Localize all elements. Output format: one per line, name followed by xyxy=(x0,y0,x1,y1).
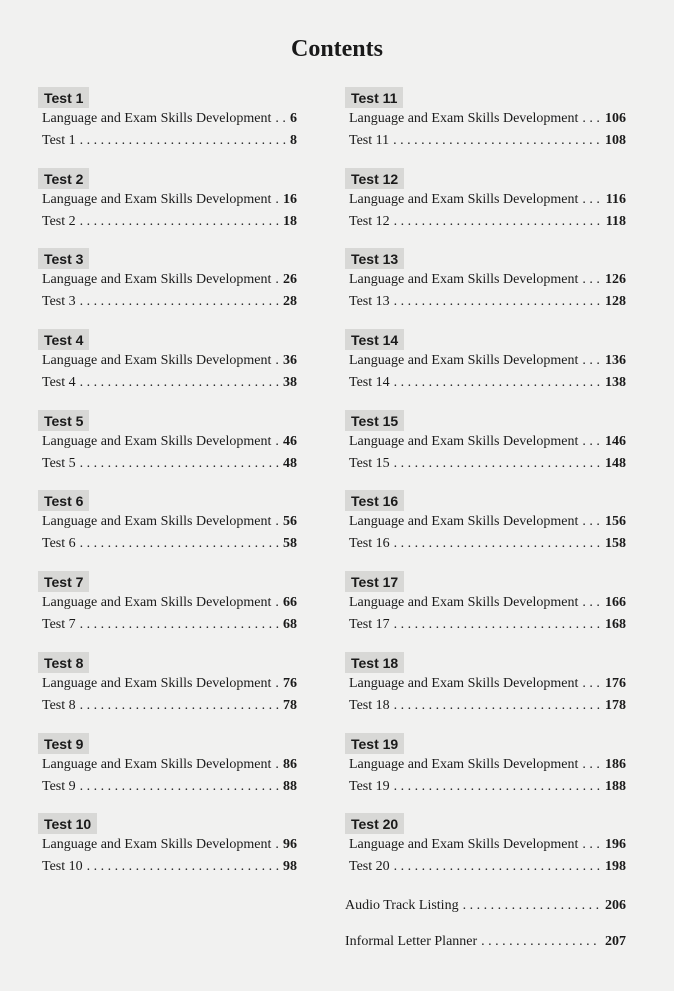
page-number: 188 xyxy=(605,778,626,794)
test-section xyxy=(38,87,297,168)
toc-entry-test[interactable] xyxy=(345,614,626,636)
entry-label: Test 18 xyxy=(349,697,390,713)
test-heading: Test 13 xyxy=(345,248,404,269)
dot-leader xyxy=(275,108,286,130)
entry-label: Language and Exam Skills Development xyxy=(42,353,272,369)
entry-label: Language and Exam Skills Development xyxy=(349,837,579,853)
page-number: 156 xyxy=(605,514,626,530)
toc-entry-test[interactable] xyxy=(345,372,626,394)
page-number: 68 xyxy=(283,617,297,633)
test-section xyxy=(345,168,626,249)
entry-label: Test 1 xyxy=(42,133,76,148)
toc-entry-skills[interactable] xyxy=(38,592,297,614)
test-heading: Test 17 xyxy=(345,571,404,592)
dot-leader xyxy=(275,673,279,695)
test-heading: Test 20 xyxy=(345,813,404,834)
test-section xyxy=(38,490,297,571)
toc-entry-test[interactable] xyxy=(345,211,626,233)
test-section xyxy=(345,652,626,733)
test-heading: Test 6 xyxy=(38,490,89,511)
entry-label: Test 13 xyxy=(349,294,390,310)
test-heading: Test 15 xyxy=(345,410,404,431)
toc-entry-skills[interactable] xyxy=(38,189,297,211)
dot-leader xyxy=(582,834,601,856)
toc-entry-test[interactable] xyxy=(38,130,297,152)
test-section xyxy=(345,490,626,571)
entry-label: Informal Letter Planner xyxy=(345,934,478,949)
test-heading: Test 10 xyxy=(38,813,97,834)
page-number: 28 xyxy=(283,294,297,310)
dot-leader xyxy=(275,431,279,453)
test-section xyxy=(345,571,626,652)
dot-leader xyxy=(80,372,279,394)
test-section xyxy=(38,733,297,814)
test-section xyxy=(38,410,297,491)
dot-leader xyxy=(80,533,279,555)
entry-label: Test 7 xyxy=(42,617,76,633)
test-section xyxy=(38,248,297,329)
page-number: 126 xyxy=(605,272,626,288)
dot-leader xyxy=(80,130,286,152)
dot-leader xyxy=(582,189,601,211)
test-heading: Test 4 xyxy=(38,329,89,350)
page-number: 96 xyxy=(283,837,297,853)
entry-label: Test 4 xyxy=(42,375,76,391)
test-heading: Test 19 xyxy=(345,733,404,754)
page-number: 6 xyxy=(290,111,297,126)
dot-leader xyxy=(582,754,601,776)
toc-entry-test[interactable] xyxy=(345,776,626,798)
toc-entry-test[interactable] xyxy=(345,130,626,152)
toc-entry-skills[interactable] xyxy=(345,592,626,614)
toc-entry-skills[interactable] xyxy=(345,269,626,291)
entry-label: Language and Exam Skills Development xyxy=(349,353,579,369)
entry-label: Test 12 xyxy=(349,213,390,229)
page-number: 146 xyxy=(605,433,626,449)
toc-entry-skills[interactable] xyxy=(345,754,626,776)
dot-leader xyxy=(394,614,601,636)
entry-label: Test 11 xyxy=(349,133,390,148)
dot-leader xyxy=(275,511,279,533)
page-number: 166 xyxy=(605,595,626,611)
entry-label: Language and Exam Skills Development xyxy=(42,675,272,691)
dot-leader xyxy=(582,673,601,695)
page-number: 196 xyxy=(605,837,626,853)
test-section xyxy=(345,248,626,329)
entry-label: Language and Exam Skills Development xyxy=(349,111,579,126)
test-section xyxy=(38,813,297,894)
test-section xyxy=(38,168,297,249)
test-heading: Test 16 xyxy=(345,490,404,511)
dot-leader xyxy=(582,108,601,130)
dot-leader xyxy=(394,291,601,313)
dot-leader xyxy=(393,130,601,152)
page-number: 138 xyxy=(605,375,626,391)
test-heading: Test 1 xyxy=(38,87,89,108)
dot-leader xyxy=(275,834,279,856)
entry-label: Test 3 xyxy=(42,294,76,310)
page-number: 78 xyxy=(283,697,297,713)
left-column xyxy=(38,87,297,894)
page-number: 178 xyxy=(605,697,626,713)
page-number: 8 xyxy=(290,133,297,148)
dot-leader xyxy=(394,372,601,394)
dot-leader xyxy=(80,614,279,636)
test-section xyxy=(345,329,626,410)
test-section xyxy=(38,329,297,410)
toc-entry-skills[interactable] xyxy=(38,673,297,695)
entry-label: Test 19 xyxy=(349,778,390,794)
entry-label: Test 17 xyxy=(349,617,390,633)
test-heading: Test 7 xyxy=(38,571,89,592)
entry-label: Language and Exam Skills Development xyxy=(42,272,272,288)
test-heading: Test 9 xyxy=(38,733,89,754)
page-number: 106 xyxy=(605,111,626,126)
page-number: 48 xyxy=(283,455,297,471)
toc-entry-skills[interactable] xyxy=(345,673,626,695)
test-section xyxy=(345,813,626,894)
toc-entry-skills[interactable] xyxy=(345,511,626,533)
toc-entry-informal-letter-planner[interactable] xyxy=(345,931,626,953)
entry-label: Language and Exam Skills Development xyxy=(42,191,272,207)
page-number: 88 xyxy=(283,778,297,794)
test-section xyxy=(345,733,626,814)
entry-label: Language and Exam Skills Development xyxy=(349,191,579,207)
toc-entry-skills[interactable] xyxy=(345,350,626,372)
entry-label: Language and Exam Skills Development xyxy=(349,675,579,691)
toc-entry-test[interactable] xyxy=(345,453,626,475)
entry-label: Language and Exam Skills Development xyxy=(42,433,272,449)
toc-entry-skills[interactable] xyxy=(345,834,626,856)
test-heading: Test 3 xyxy=(38,248,89,269)
page-number: 116 xyxy=(605,191,626,207)
entry-label: Language and Exam Skills Development xyxy=(42,111,272,126)
page-number: 168 xyxy=(605,617,626,633)
page-number: 86 xyxy=(283,756,297,772)
test-section xyxy=(38,652,297,733)
dot-leader xyxy=(394,856,601,878)
test-section xyxy=(38,571,297,652)
entry-label: Language and Exam Skills Development xyxy=(42,514,272,530)
test-section xyxy=(345,87,626,168)
dot-leader xyxy=(394,695,601,717)
dot-leader xyxy=(481,931,601,953)
entry-label: Language and Exam Skills Development xyxy=(42,837,272,853)
page-number: 176 xyxy=(605,675,626,691)
page-number: 128 xyxy=(605,294,626,310)
toc-entry-test[interactable] xyxy=(38,856,297,878)
test-heading: Test 8 xyxy=(38,652,89,673)
dot-leader xyxy=(87,856,279,878)
page-number: 56 xyxy=(283,514,297,530)
entry-label: Test 16 xyxy=(349,536,390,552)
dot-leader xyxy=(582,511,601,533)
toc-entry-test[interactable] xyxy=(38,776,297,798)
toc-entry-test[interactable] xyxy=(345,695,626,717)
page-number: 98 xyxy=(283,859,297,875)
dot-leader xyxy=(582,269,601,291)
entry-label: Language and Exam Skills Development xyxy=(42,756,272,772)
toc-entry-skills[interactable] xyxy=(38,108,297,130)
entry-label: Test 9 xyxy=(42,778,76,794)
page-number: 18 xyxy=(283,213,297,229)
dot-leader xyxy=(582,431,601,453)
page-number: 38 xyxy=(283,375,297,391)
dot-leader xyxy=(80,453,279,475)
page-title: Contents xyxy=(290,36,383,62)
toc-entry-skills[interactable] xyxy=(38,350,297,372)
page-number: 206 xyxy=(605,898,626,913)
entry-label: Audio Track Listing xyxy=(345,898,459,913)
entry-label: Language and Exam Skills Development xyxy=(349,514,579,530)
toc-entry-skills[interactable] xyxy=(38,511,297,533)
dot-leader xyxy=(394,533,601,555)
page-number: 36 xyxy=(283,353,297,369)
toc-entry-skills[interactable] xyxy=(38,834,297,856)
toc-entry-test[interactable] xyxy=(38,372,297,394)
page-number: 66 xyxy=(283,595,297,611)
page-number: 136 xyxy=(605,353,626,369)
toc-entry-skills[interactable] xyxy=(345,431,626,453)
dot-leader xyxy=(582,350,601,372)
toc-entry-audio-track-listing[interactable] xyxy=(345,895,626,917)
entry-label: Test 10 xyxy=(42,859,83,875)
page-number: 108 xyxy=(605,133,626,148)
page-number: 148 xyxy=(605,455,626,471)
test-section xyxy=(345,410,626,491)
page-number: 16 xyxy=(283,191,297,207)
page-number: 76 xyxy=(283,675,297,691)
entry-label: Test 2 xyxy=(42,213,76,229)
entry-label: Test 15 xyxy=(349,455,390,471)
page-number: 46 xyxy=(283,433,297,449)
dot-leader xyxy=(275,754,279,776)
toc-entry-test[interactable] xyxy=(38,614,297,636)
test-heading: Test 18 xyxy=(345,652,404,673)
toc-entry-skills[interactable] xyxy=(345,189,626,211)
page-number: 26 xyxy=(283,272,297,288)
toc-entry-test[interactable] xyxy=(38,211,297,233)
entry-label: Test 6 xyxy=(42,536,76,552)
toc-entry-skills[interactable] xyxy=(38,754,297,776)
test-heading: Test 2 xyxy=(38,168,89,189)
toc-entry-test[interactable] xyxy=(345,856,626,878)
dot-leader xyxy=(463,895,601,917)
entry-label: Test 14 xyxy=(349,375,390,391)
dot-leader xyxy=(394,776,601,798)
dot-leader xyxy=(275,189,279,211)
entry-label: Language and Exam Skills Development xyxy=(349,595,579,611)
test-heading: Test 14 xyxy=(345,329,404,350)
page-number: 158 xyxy=(605,536,626,552)
entry-label: Language and Exam Skills Development xyxy=(349,756,579,772)
toc-entry-test[interactable] xyxy=(38,291,297,313)
entry-label: Test 8 xyxy=(42,697,76,713)
toc-entry-test[interactable] xyxy=(345,291,626,313)
page-number: 58 xyxy=(283,536,297,552)
toc-entry-test[interactable] xyxy=(38,695,297,717)
right-column xyxy=(345,87,626,894)
toc-entry-skills[interactable] xyxy=(38,431,297,453)
dot-leader xyxy=(275,269,279,291)
toc-entry-test[interactable] xyxy=(345,533,626,555)
dot-leader xyxy=(394,453,601,475)
dot-leader xyxy=(80,211,279,233)
page-number: 118 xyxy=(605,213,626,229)
page-number: 186 xyxy=(605,756,626,772)
dot-leader xyxy=(394,211,602,233)
dot-leader xyxy=(275,350,279,372)
toc-entry-test[interactable] xyxy=(38,453,297,475)
toc-entry-skills[interactable] xyxy=(345,108,626,130)
test-heading: Test 5 xyxy=(38,410,89,431)
page-number: 207 xyxy=(605,934,626,949)
toc-entry-test[interactable] xyxy=(38,533,297,555)
toc-entry-skills[interactable] xyxy=(38,269,297,291)
entry-label: Language and Exam Skills Development xyxy=(349,272,579,288)
dot-leader xyxy=(80,695,279,717)
dot-leader xyxy=(275,592,279,614)
dot-leader xyxy=(80,291,279,313)
test-heading: Test 11 xyxy=(345,87,403,108)
entry-label: Test 5 xyxy=(42,455,76,471)
entry-label: Language and Exam Skills Development xyxy=(42,595,272,611)
dot-leader xyxy=(582,592,601,614)
page-number: 198 xyxy=(605,859,626,875)
dot-leader xyxy=(80,776,279,798)
entry-label: Test 20 xyxy=(349,859,390,875)
entry-label: Language and Exam Skills Development xyxy=(349,433,579,449)
test-heading: Test 12 xyxy=(345,168,404,189)
